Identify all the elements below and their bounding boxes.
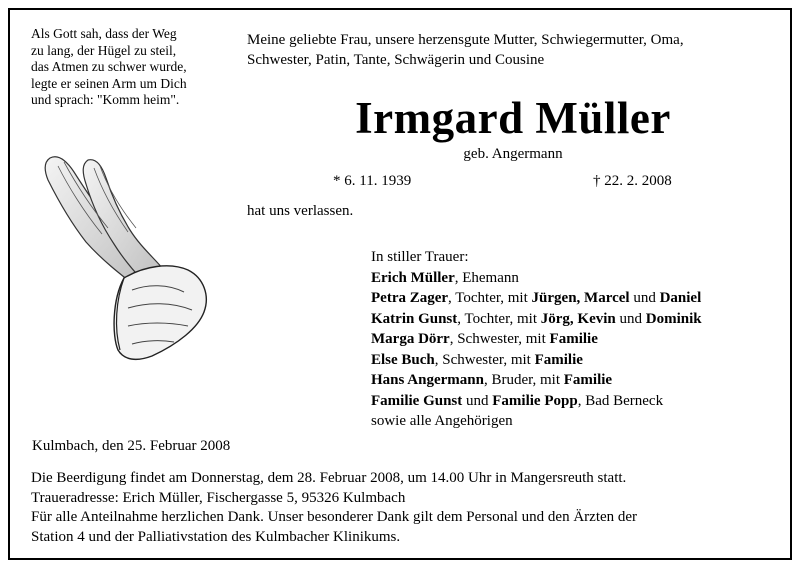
- maiden-name: geb. Angermann: [463, 146, 563, 162]
- mourner-line: [371, 350, 702, 371]
- mourner-name: Petra Zager: [371, 290, 449, 306]
- mourner-relation: , Bruder, mit: [483, 372, 564, 388]
- poem-line: legte er seinen Arm um Dich: [31, 75, 187, 91]
- mourner-relation: und: [462, 392, 493, 409]
- place-date: Kulmbach, den 25. Februar 2008: [32, 438, 231, 454]
- mourner-name: Jürgen, Marcel: [531, 290, 630, 306]
- funeral-info: [31, 469, 637, 547]
- poem-line: Als Gott sah, dass der Weg: [31, 26, 177, 41]
- mourner-name: Familie Gunst: [371, 392, 463, 409]
- mourner-relation: und: [629, 290, 660, 306]
- mourner-line: [371, 309, 702, 330]
- poem-line: zu lang, der Hügel zu steil,: [31, 42, 177, 58]
- mourner-line: [371, 268, 702, 289]
- funeral-line: Für alle Anteilnahme herzlichen Dank. Unser besonderer Dank gilt dem Personal und den Ärzten der: [31, 509, 638, 525]
- mourner-name: Familie: [563, 372, 613, 388]
- mourner-name: Hans Angermann: [371, 372, 484, 388]
- mourner-name: Familie: [534, 351, 583, 368]
- mourner-line: [371, 288, 702, 309]
- mourner-name: Dominik: [645, 310, 702, 327]
- mourner-line: [371, 411, 702, 432]
- mourner-line: [371, 391, 702, 412]
- mourner-relation: , Tochter, mit: [448, 290, 532, 306]
- mourning-heading: In stiller Trauer:: [371, 249, 469, 265]
- mourner-relation: , Ehemann: [454, 269, 519, 286]
- passed-away-text: hat uns verlassen.: [247, 203, 354, 219]
- mourner-name: Daniel: [659, 290, 702, 306]
- mourner-name: Marga Dörr: [371, 331, 450, 347]
- birth-date: * 6. 11. 1939: [333, 173, 412, 189]
- mourner-line: [371, 329, 702, 350]
- praying-hands-icon: [28, 150, 218, 380]
- death-date: † 22. 2. 2008: [593, 173, 672, 189]
- mourner-name: Familie: [549, 331, 598, 347]
- mourner-relation: , Schwester, mit: [449, 331, 550, 347]
- funeral-line: Die Beerdigung findet am Donnerstag, dem 28. Februar 2008, um 14.00 Uhr in Mangersreuth statt.: [31, 470, 627, 486]
- funeral-line: Traueradresse: Erich Müller, Fischergasse 5, 95326 Kulmbach: [31, 489, 406, 506]
- poem-line: das Atmen zu schwer wurde,: [31, 59, 187, 74]
- intro-text: [247, 30, 684, 70]
- mourners-list: [371, 247, 702, 432]
- mourner-name: Katrin Gunst: [371, 310, 458, 327]
- intro-line: Schwester, Patin, Tante, Schwägerin und Cousine: [247, 52, 545, 68]
- mourner-line: [371, 370, 702, 391]
- mourner-relation: , Bad Berneck: [577, 392, 664, 409]
- deceased-name: Irmgard Müller: [355, 93, 671, 143]
- poem: [31, 26, 187, 109]
- mourner-name: Else Buch: [371, 351, 435, 368]
- mourner-relation: und: [615, 310, 646, 327]
- mourner-name: Erich Müller: [371, 269, 455, 286]
- funeral-line: Station 4 und der Palliativstation des Kulmbacher Klinikums.: [31, 528, 401, 545]
- poem-line: und sprach: "Komm heim".: [31, 92, 180, 107]
- mourner-relation: , Tochter, mit: [457, 310, 541, 327]
- mourner-name: Familie Popp: [492, 392, 578, 409]
- mourner-relation: , Schwester, mit: [434, 351, 535, 368]
- mourner-name: Jörg, Kevin: [540, 310, 616, 327]
- intro-line: Meine geliebte Frau, unsere herzensgute Mutter, Schwiegermutter, Oma,: [247, 32, 684, 48]
- mourner-relation: sowie alle Angehörigen: [371, 413, 513, 429]
